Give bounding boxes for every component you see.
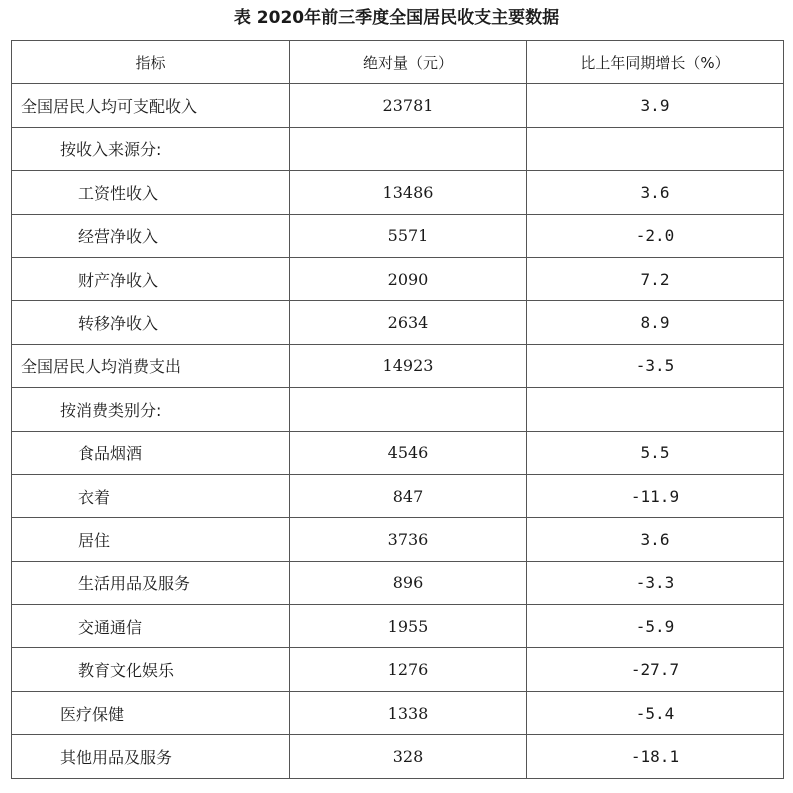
row-label: 工资性收入 <box>12 171 290 214</box>
table-row <box>12 431 784 474</box>
header-growth-rate: 比上年同期增长（%） <box>527 41 784 84</box>
row-label: 交通通信 <box>12 605 290 648</box>
table-row <box>12 214 784 257</box>
row-label: 转移净收入 <box>12 301 290 344</box>
row-absolute-value: 2090 <box>290 257 527 300</box>
row-absolute-value: 1338 <box>290 691 527 734</box>
row-label: 全国居民人均可支配收入 <box>12 84 290 127</box>
table-row <box>12 474 784 517</box>
row-absolute-value: 328 <box>290 735 527 778</box>
row-absolute-value: 2634 <box>290 301 527 344</box>
table-header-row <box>12 41 784 84</box>
table-row <box>12 561 784 604</box>
table-row <box>12 388 784 431</box>
table-row <box>12 691 784 734</box>
row-growth-rate: -5.4 <box>527 691 784 734</box>
row-absolute-value: 1276 <box>290 648 527 691</box>
row-growth-rate: -3.5 <box>527 344 784 387</box>
row-growth-rate <box>527 388 784 431</box>
row-growth-rate: -27.7 <box>527 648 784 691</box>
table-row <box>12 735 784 778</box>
row-label: 按消费类别分: <box>12 388 290 431</box>
row-growth-rate: -11.9 <box>527 474 784 517</box>
row-absolute-value: 3736 <box>290 518 527 561</box>
table-row <box>12 605 784 648</box>
table-title: 表 2020年前三季度全国居民收支主要数据 <box>233 8 560 28</box>
row-label: 教育文化娱乐 <box>12 648 290 691</box>
row-label: 医疗保健 <box>12 691 290 734</box>
row-growth-rate: -18.1 <box>527 735 784 778</box>
header-indicator: 指标 <box>12 41 290 84</box>
row-label: 其他用品及服务 <box>12 735 290 778</box>
table-row <box>12 257 784 300</box>
row-growth-rate: -3.3 <box>527 561 784 604</box>
header-absolute-value: 绝对量（元） <box>290 41 527 84</box>
row-growth-rate: -2.0 <box>527 214 784 257</box>
row-label: 生活用品及服务 <box>12 561 290 604</box>
table-row <box>12 344 784 387</box>
row-growth-rate: 3.9 <box>527 84 784 127</box>
table-row <box>12 171 784 214</box>
row-absolute-value: 1955 <box>290 605 527 648</box>
row-absolute-value: 847 <box>290 474 527 517</box>
table-row <box>12 301 784 344</box>
row-growth-rate: 8.9 <box>527 301 784 344</box>
table-row <box>12 518 784 561</box>
table-row <box>12 648 784 691</box>
row-label: 衣着 <box>12 474 290 517</box>
row-absolute-value <box>290 388 527 431</box>
row-label: 全国居民人均消费支出 <box>12 344 290 387</box>
row-label: 食品烟酒 <box>12 431 290 474</box>
row-label: 按收入来源分: <box>12 127 290 170</box>
row-label: 经营净收入 <box>12 214 290 257</box>
row-absolute-value: 13486 <box>290 171 527 214</box>
row-absolute-value: 4546 <box>290 431 527 474</box>
table-body <box>12 84 784 778</box>
table-row <box>12 84 784 127</box>
row-absolute-value: 23781 <box>290 84 527 127</box>
row-label: 财产净收入 <box>12 257 290 300</box>
row-absolute-value <box>290 127 527 170</box>
row-growth-rate: 5.5 <box>527 431 784 474</box>
row-label: 居住 <box>12 518 290 561</box>
row-growth-rate: 7.2 <box>527 257 784 300</box>
table-row <box>12 127 784 170</box>
row-growth-rate: 3.6 <box>527 518 784 561</box>
row-absolute-value: 896 <box>290 561 527 604</box>
row-absolute-value: 5571 <box>290 214 527 257</box>
row-growth-rate: 3.6 <box>527 171 784 214</box>
row-growth-rate <box>527 127 784 170</box>
row-absolute-value: 14923 <box>290 344 527 387</box>
row-growth-rate: -5.9 <box>527 605 784 648</box>
income-expenditure-table <box>11 40 784 779</box>
